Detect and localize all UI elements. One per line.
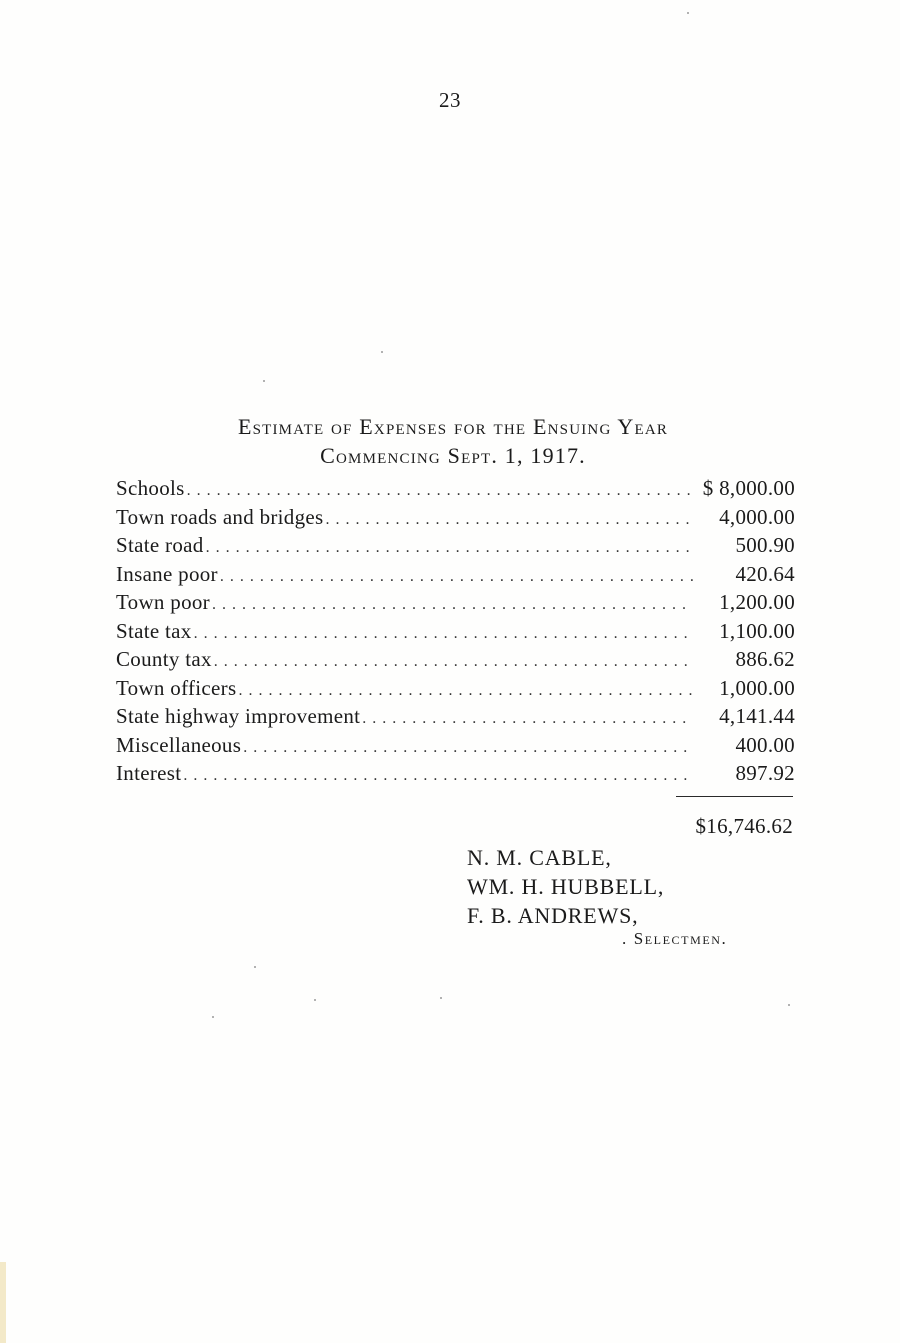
expense-amount: 1,100.00 <box>719 618 795 643</box>
page-number: 23 <box>439 88 461 112</box>
expense-row <box>116 647 795 676</box>
dot-leader <box>212 596 693 614</box>
expense-row <box>116 505 795 534</box>
page-edge-stain <box>0 1262 6 1343</box>
expense-label: County tax <box>116 647 212 671</box>
signatory-name: WM. H. HUBBELL, <box>467 874 665 899</box>
dot-leader <box>187 482 693 500</box>
expense-row <box>116 590 795 619</box>
paper-speck <box>687 12 689 14</box>
paper-speck <box>254 966 256 968</box>
expense-row <box>116 704 795 733</box>
expense-amount: 500.90 <box>735 533 795 557</box>
expense-label: State road <box>116 533 204 557</box>
paper-speck <box>263 380 265 382</box>
expense-row <box>116 562 795 591</box>
expense-amount: 400.00 <box>735 732 795 757</box>
dot-leader <box>206 539 693 557</box>
paper-speck <box>788 1004 790 1006</box>
dot-leader <box>194 625 693 643</box>
expense-amount: 1,000.00 <box>719 675 795 700</box>
signatory-name: F. B. ANDREWS, <box>467 903 639 928</box>
paper-speck <box>440 997 442 999</box>
expense-row <box>116 476 795 505</box>
expense-row <box>116 676 795 705</box>
expense-list <box>116 476 795 790</box>
dot-leader <box>326 511 693 529</box>
expense-amount: 1,200.00 <box>719 590 795 614</box>
total-rule <box>676 796 793 797</box>
signatory-title: . Selectmen. <box>622 929 728 948</box>
expense-amount: 420.64 <box>735 561 795 586</box>
signatory-name: N. M. CABLE, <box>467 845 612 870</box>
dot-leader <box>238 682 693 700</box>
expense-label: Miscellaneous <box>116 732 242 757</box>
paper-speck <box>314 999 316 1001</box>
expense-amount: $ 8,000.00 <box>702 476 795 500</box>
dot-leader <box>362 710 693 728</box>
document-subtitle: Commencing Sept. 1, 1917. <box>320 443 586 468</box>
expense-label: Interest <box>116 761 182 785</box>
expense-amount: 4,000.00 <box>719 504 795 529</box>
expense-amount: 4,141.44 <box>719 704 795 728</box>
expense-label: Town poor <box>116 590 210 614</box>
dot-leader <box>214 653 693 671</box>
expense-amount: 897.92 <box>735 761 795 785</box>
expense-row <box>116 733 795 762</box>
expense-label: Schools <box>116 476 185 500</box>
expense-label: Town roads and bridges <box>116 504 324 529</box>
document-title: Estimate of Expenses for the Ensuing Year <box>237 414 669 439</box>
expense-label: Town officers <box>116 675 237 700</box>
dot-leader <box>220 568 693 586</box>
expense-row <box>116 533 795 562</box>
total-amount: $16,746.62 <box>695 814 793 838</box>
dot-leader <box>243 739 693 757</box>
expense-label: State highway improvement <box>116 704 361 728</box>
expense-row <box>116 619 795 648</box>
paper-speck <box>212 1016 214 1018</box>
expense-row <box>116 761 795 790</box>
paper-speck <box>381 351 383 353</box>
expense-amount: 886.62 <box>735 647 795 671</box>
signature-block <box>467 843 664 930</box>
dot-leader <box>183 767 693 785</box>
expense-label: State tax <box>116 618 192 643</box>
expense-label: Insane poor <box>116 561 218 586</box>
